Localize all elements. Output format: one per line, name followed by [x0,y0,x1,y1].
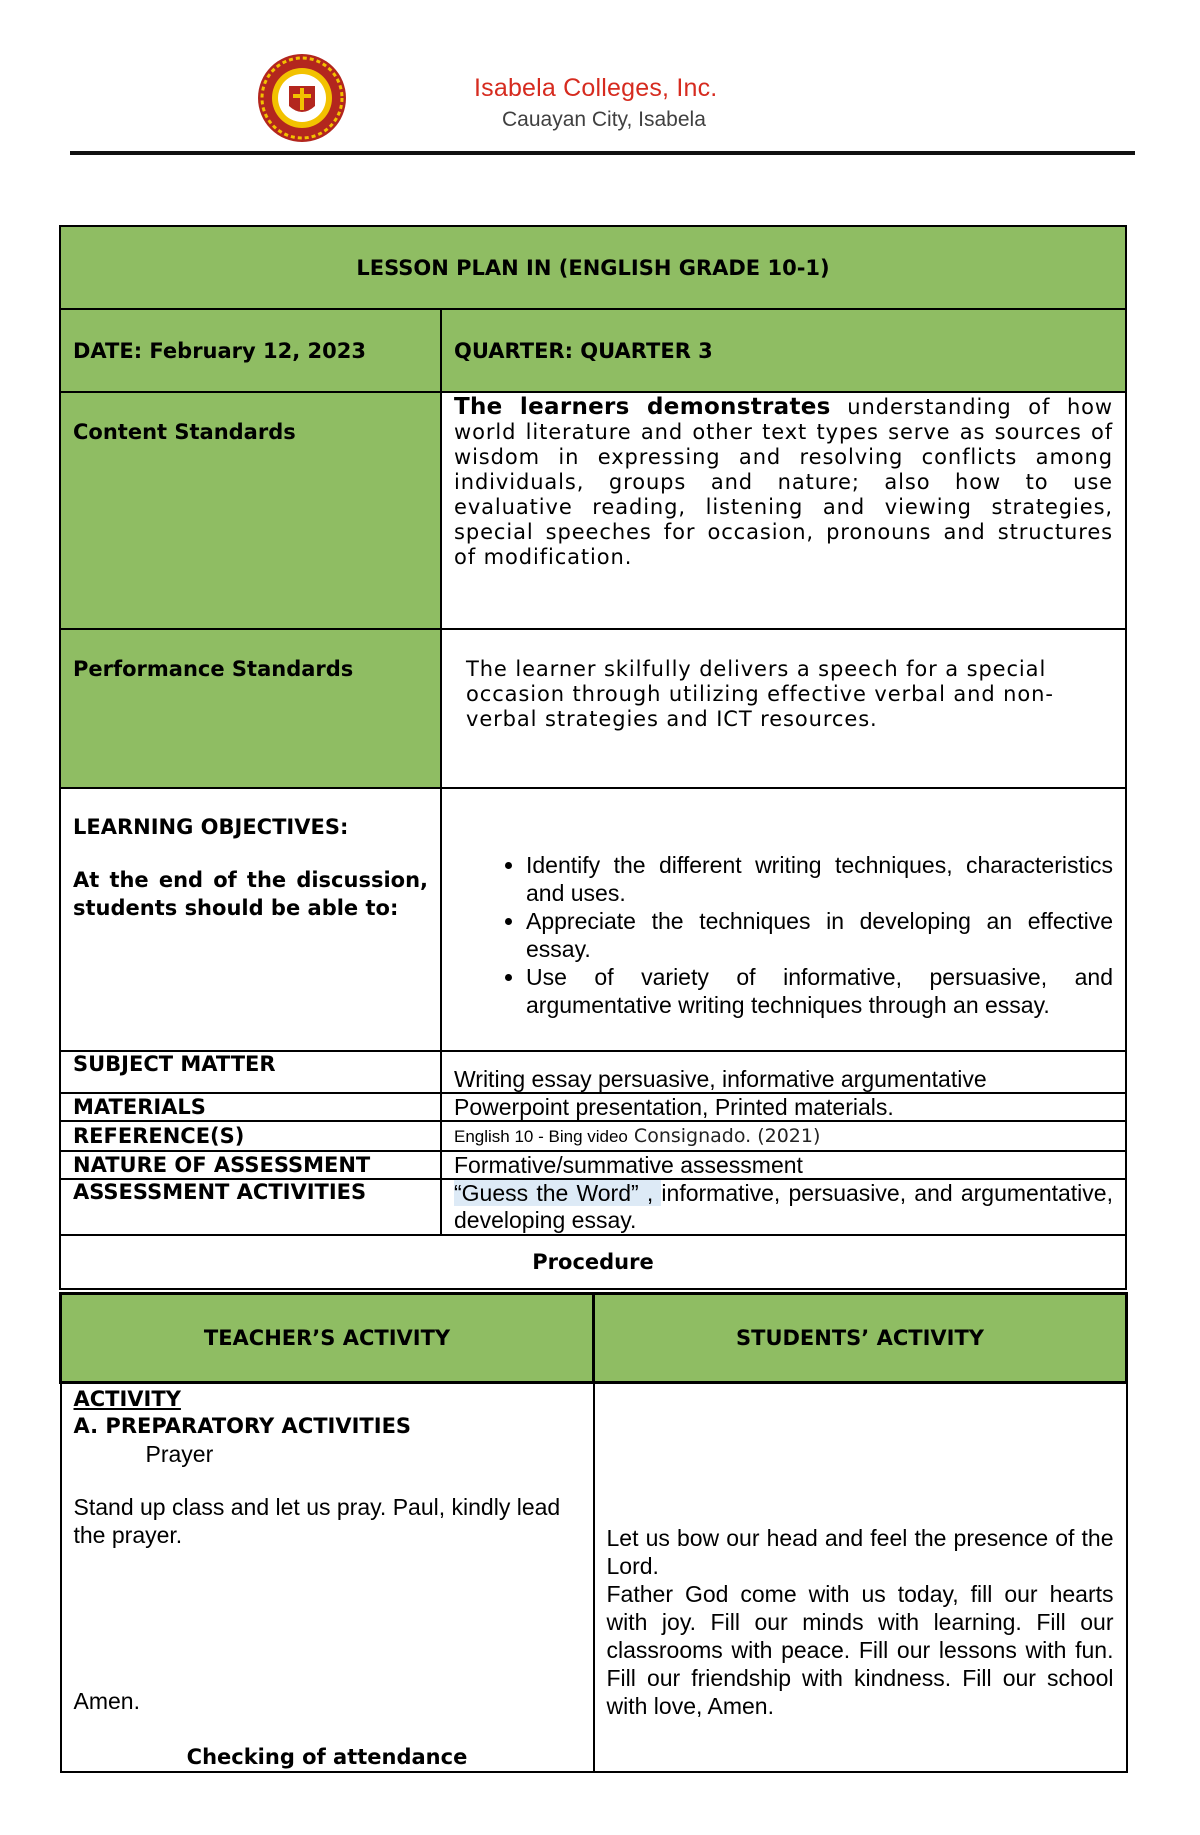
school-city: Cauayan City, Isabela [502,108,706,131]
date-cell: DATE: February 12, 2023 [60,309,441,392]
procedure-table [59,1292,1128,1773]
students-prayer-intro: Let us bow our head and feel the presence of the Lord. [606,1525,1114,1579]
prayer-label: Prayer [145,1441,214,1467]
attendance-heading: Checking of attendance [186,1745,468,1769]
objectives-label-cell [60,788,441,1051]
activity-heading: ACTIVITY [73,1387,181,1411]
objectives-list [454,851,1113,1019]
objective-item: • Identify the different writing techniques, characteristics and uses. [526,851,1113,907]
content-standards-text: understanding of how world literature and other text types serve as sources of wisdom in expressing and resolving conflicts among individuals, groups and nature; also how to use evaluative reading, listening and viewing strategies, special speeches for occasion, pronouns and structures of modification. [454,395,1113,569]
school-name: Isabela Colleges, Inc. [474,74,718,102]
students-prayer-body: Father God come with us today, fill our hearts with joy. Fill our minds with learning. Fill our classrooms with peace. Fill our lessons with fun. Fill our friendship with kindness. Fill our school with love, Amen. [606,1581,1114,1719]
activities-label: ASSESSMENT ACTIVITIES [60,1179,441,1235]
materials-label: MATERIALS [60,1093,441,1121]
references-label: REFERENCE(S) [60,1121,441,1151]
procedure-label: Procedure [60,1235,1126,1289]
objective-item: • Appreciate the techniques in developing an effective essay. [526,907,1113,963]
performance-standards-label: Performance Standards [60,629,441,788]
content-standards-lead: The learners demonstrates [454,394,831,420]
students-activity-cell [594,1383,1127,1773]
teacher-activity-header: TEACHER’S ACTIVITY [61,1294,594,1383]
plan-title: LESSON PLAN IN (ENGLISH GRADE 10-1) [60,226,1126,309]
objectives-intro: At the end of the discussion, students should be able to: [73,868,428,920]
teacher-activity-cell [61,1383,594,1773]
students-activity-header: STUDENTS’ ACTIVITY [594,1294,1127,1383]
teacher-amen: Amen. [73,1688,140,1714]
reference-source: English 10 - Bing video [454,1127,628,1146]
content-standards-cell [441,392,1126,629]
header-divider [70,151,1135,155]
subject-matter-value: Writing essay persuasive, informative argumentative [441,1051,1126,1093]
content-standards-label: Content Standards [60,392,441,629]
subject-matter-label: SUBJECT MATTER [60,1051,441,1093]
nature-label: NATURE OF ASSESSMENT [60,1151,441,1179]
guess-the-word-highlight: “Guess the Word” , [454,1180,662,1206]
preparatory-heading: A. PREPARATORY ACTIVITIES [73,1414,412,1438]
activities-cell [441,1179,1126,1235]
reference-author: Consignado. (2021) [627,1125,821,1147]
objectives-label: LEARNING OBJECTIVES: [73,815,349,839]
nature-value: Formative/summative assessment [441,1151,1126,1179]
activities-rest: informative, persuasive, and argumentative, developing essay. [454,1180,1113,1233]
lesson-plan-table [59,225,1127,1290]
materials-value: Powerpoint presentation, Printed materials. [441,1093,1126,1121]
school-seal-icon [256,52,348,144]
teacher-prayer-prompt: Stand up class and let us pray. Paul, kindly lead the prayer. [73,1494,561,1548]
quarter-cell: QUARTER: QUARTER 3 [441,309,1126,392]
letterhead [0,0,1200,160]
performance-standards-text: The learner skilfully delivers a speech for a special occasion through utilizing effective verbal and non-verbal strategies and ICT resources. [441,629,1126,788]
references-cell [441,1121,1126,1151]
objective-item: • Use of variety of informative, persuasive, and argumentative writing techniques through an essay. [526,963,1113,1019]
objectives-cell [441,788,1126,1051]
